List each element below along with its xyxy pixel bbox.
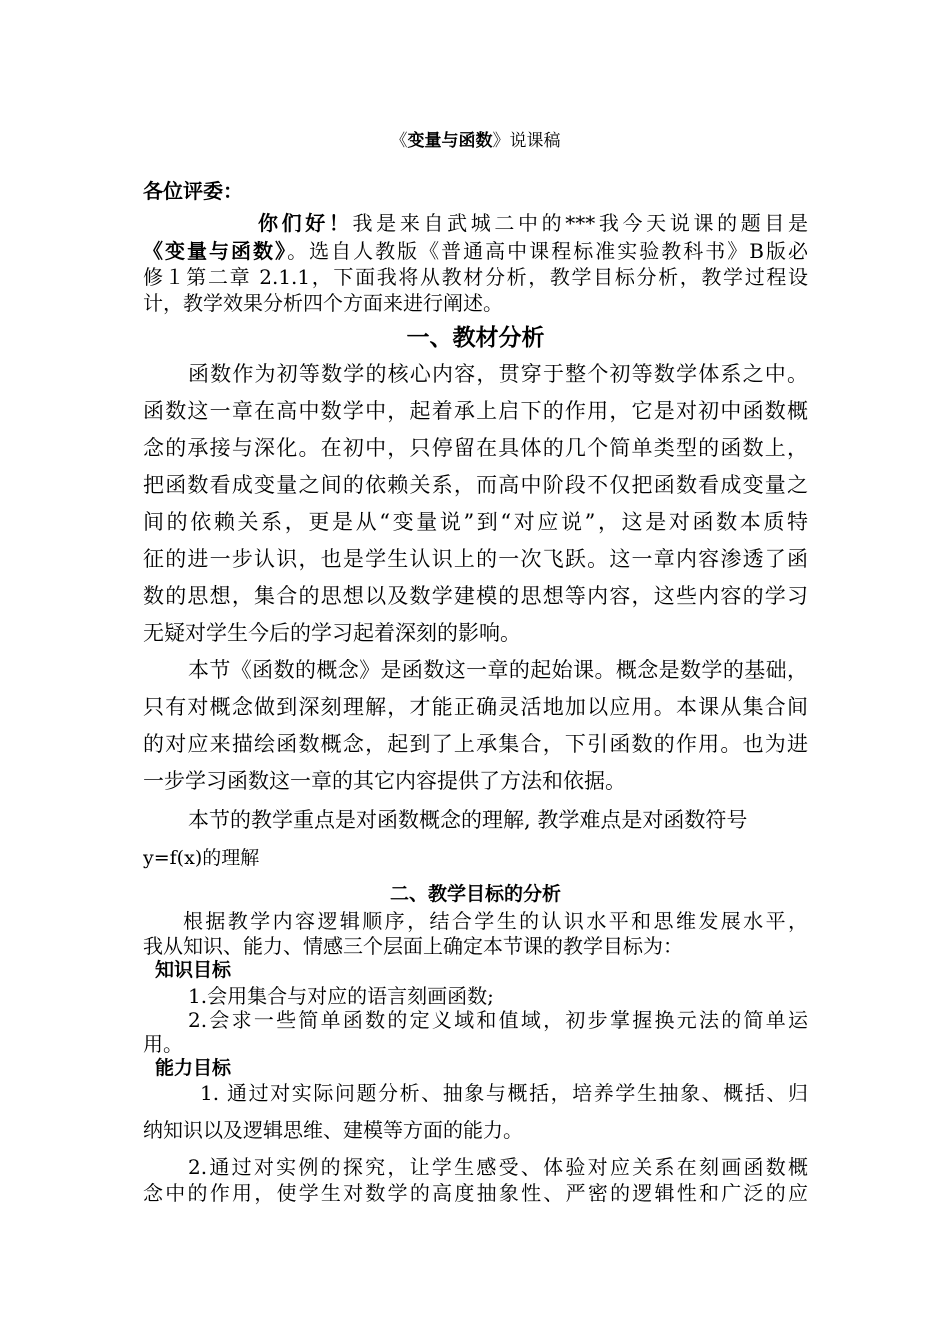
knowledge-goal-2-line-1: 2.会求一些简单函数的定义域和值域，初步掌握换元法的简单运 — [188, 1008, 808, 1032]
title-open: 《 — [390, 131, 408, 151]
s1-p1-line-6: 征的进一步认识，也是学生认识上的一次飞跃。这一章内容渗透了函 — [143, 547, 808, 571]
intro-line-1-text: 我是来自武城二中的***我今天说课的题目是 — [352, 211, 808, 235]
s1-p1-line-2: 函数这一章在高中数学中，起着承上启下的作用，它是对初中函数概 — [143, 399, 808, 423]
ability-goal-2-line-1: 2.通过对实例的探究，让学生感受、体验对应关系在刻画函数概 — [188, 1155, 808, 1179]
ability-goal-1-line-1: 1. 通过对实际问题分析、抽象与概括，培养学生抽象、概括、归 — [200, 1081, 808, 1105]
s1-p2-line-4: 一步学习函数这一章的其它内容提供了方法和依据。 — [143, 769, 626, 793]
knowledge-goals-heading: 知识目标 — [155, 959, 232, 981]
intro-line-2-text: 。选自人教版《普通高中课程标准实验教科书》B版必 — [287, 239, 808, 263]
s1-p2-line-2: 只有对概念做到深刻理解，才能正确灵活地加以应用。本课从集合间 — [143, 695, 808, 719]
intro-topic-title: 《变量与函数》 — [143, 239, 288, 263]
s1-p1-line-7: 数的思想，集合的思想以及数学建模的思想等内容，这些内容的学习 — [143, 584, 808, 608]
knowledge-goal-1: 1.会用集合与对应的语言刻画函数; — [188, 984, 494, 1008]
title-bold: 变量与函数 — [407, 131, 493, 151]
s1-p1-line-8: 无疑对学生今后的学习起着深刻的影响。 — [143, 621, 521, 645]
document-title — [143, 126, 808, 151]
salutation: 各位评委： — [143, 179, 243, 203]
s1-p3-line-2: y=f(x)的理解 — [143, 847, 260, 869]
intro-line-1 — [258, 207, 808, 236]
knowledge-goal-2-line-2: 用。 — [143, 1032, 183, 1056]
s1-p1-line-4: 把函数看成变量之间的依赖关系，而高中阶段不仅把函数看成变量之 — [143, 473, 808, 497]
intro-line-4: 计，教学效果分析四个方面来进行阐述。 — [143, 291, 503, 315]
s1-p1-line-5: 间的依赖关系，更是从“变量说”到“对应说”，这是对函数本质特 — [143, 510, 808, 534]
title-close: 》说课稿 — [492, 131, 561, 151]
section-2-heading: 二、教学目标的分析 — [389, 883, 561, 905]
ability-goals-heading: 能力目标 — [155, 1057, 232, 1079]
ability-goal-2-line-2: 念中的作用，使学生对数学的高度抽象性、严密的逻辑性和广泛的应 — [143, 1181, 808, 1205]
intro-greeting: 你们好！ — [258, 211, 353, 235]
section-1-heading: 一、教材分析 — [406, 325, 545, 351]
s1-p1-line-1: 函数作为初等数学的核心内容，贯穿于整个初等数学体系之中。 — [188, 362, 808, 386]
s1-p2-line-3: 的对应来描绘函数概念，起到了上承集合，下引函数的作用。也为进 — [143, 732, 808, 756]
ability-goal-1-line-2: 纳知识以及逻辑思维、建模等方面的能力。 — [143, 1118, 523, 1142]
s1-p2-line-1: 本节《函数的概念》是函数这一章的起始课。概念是数学的基础， — [188, 658, 808, 682]
intro-line-3: 修１第二章 2.1.1，下面我将从教材分析，教学目标分析，教学过程设 — [143, 265, 808, 289]
s2-p1-line-2: 我从知识、能力、情感三个层面上确定本节课的教学目标为： — [143, 934, 683, 958]
s2-p1-line-1: 根据教学内容逻辑顺序，结合学生的认识水平和思维发展水平， — [183, 909, 808, 933]
s1-p1-line-3: 念的承接与深化。在初中，只停留在具体的几个简单类型的函数上， — [143, 436, 808, 460]
s1-p3-line-1: 本节的教学重点是对函数概念的理解, 教学难点是对函数符号 — [188, 808, 748, 832]
intro-line-2 — [143, 235, 808, 264]
